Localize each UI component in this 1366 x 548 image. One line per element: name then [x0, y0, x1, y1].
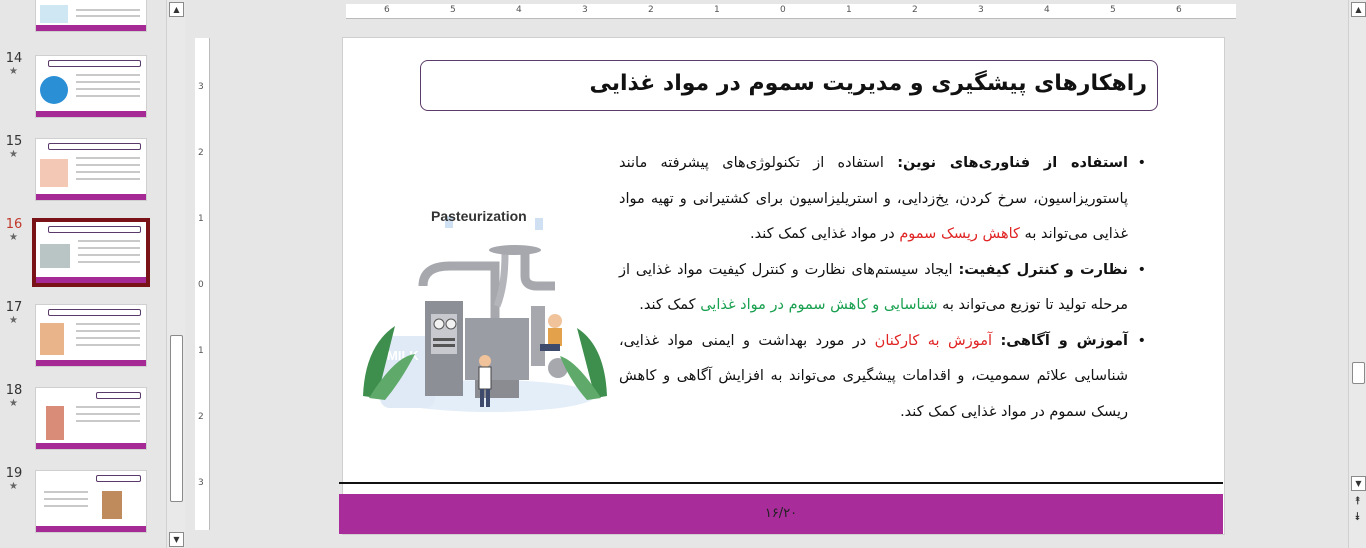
bullet-lead: استفاده از فناوری‌های نوین:	[897, 155, 1128, 171]
ruler-label: 3	[198, 478, 204, 488]
ruler-label: 2	[912, 5, 918, 15]
slide-canvas[interactable]	[342, 37, 1225, 535]
thumbnail-scrollbar[interactable]	[166, 0, 185, 548]
title-placeholder[interactable]	[420, 60, 1158, 111]
thumbnail-title-box	[48, 226, 141, 233]
scrollbar-thumb[interactable]	[1352, 362, 1365, 384]
thumbnail-text-line	[76, 74, 140, 76]
bullet-item	[619, 146, 1128, 253]
pasteurization-illustration	[355, 206, 617, 416]
ruler-label: 1	[846, 5, 852, 15]
ruler-label: 0	[198, 280, 204, 290]
thumbnail-title-box	[48, 143, 141, 150]
thumbnail-text-line	[76, 15, 140, 17]
thumbnail-text-line	[44, 505, 88, 507]
bullet-item	[619, 324, 1128, 431]
slide-number: 16	[5, 217, 23, 232]
thumbnail-text-line	[76, 95, 140, 97]
ruler-label: 5	[450, 5, 456, 15]
scroll-up-button[interactable]: ▲	[169, 2, 184, 17]
ruler-label: 3	[582, 5, 588, 15]
footer-divider	[339, 482, 1223, 484]
thumbnail-title-box	[96, 392, 141, 399]
thumbnail-title-box	[48, 60, 141, 67]
ruler-label: 4	[1044, 5, 1050, 15]
animation-star-icon: ★	[9, 481, 18, 492]
bullet-item	[619, 253, 1128, 324]
thumbnail-text-line	[76, 164, 140, 166]
thumbnail-text-line	[76, 9, 140, 11]
ruler-label: 0	[780, 5, 786, 15]
thumbnail-image	[40, 323, 64, 355]
thumbnail-image	[40, 5, 68, 23]
ruler-label: 1	[714, 5, 720, 15]
slide-number: 17	[5, 300, 23, 315]
ruler-label: 6	[1176, 5, 1182, 15]
thumbnail-footer-bar	[36, 194, 146, 200]
animation-star-icon: ★	[9, 149, 18, 160]
animation-star-icon: ★	[9, 398, 18, 409]
animation-star-icon: ★	[9, 66, 18, 77]
animation-star-icon: ★	[9, 315, 18, 326]
slide-thumbnail-19[interactable]	[35, 470, 147, 533]
thumbnail-text-line	[44, 491, 88, 493]
ruler-label: 2	[198, 148, 204, 158]
bullet-highlight: آموزش به کارکنان	[874, 332, 993, 349]
bullet-lead: آموزش و آگاهی:	[1000, 332, 1129, 349]
thumbnail-text-line	[76, 88, 140, 90]
slide-number: 18	[5, 383, 23, 398]
thumbnail-image	[102, 491, 122, 519]
slide-title: راهکارهای پیشگیری و مدیریت سموم در مواد غذایی	[589, 71, 1147, 96]
ruler-label: 2	[198, 412, 204, 422]
ruler-label: 1	[198, 214, 204, 224]
thumbnail-text-line	[44, 498, 88, 500]
thumbnail-footer-bar	[36, 526, 146, 532]
thumbnail-footer-bar	[36, 111, 146, 117]
bullet-highlight: کاهش ریسک سموم	[899, 226, 1020, 242]
thumbnail-text-line	[78, 254, 140, 256]
thumbnail-text-line	[78, 261, 140, 263]
thumbnail-title-box	[96, 475, 141, 482]
bullet-list	[619, 146, 1146, 430]
slide-thumbnail-16[interactable]	[35, 221, 147, 284]
illustration-heading: Pasteurization	[431, 208, 527, 224]
thumbnail-image	[40, 244, 70, 268]
thumbnail-text-line	[76, 413, 140, 415]
thumbnail-image	[46, 406, 64, 440]
thumbnail-text-line	[76, 337, 140, 339]
thumbnail-text-line	[76, 330, 140, 332]
thumbnail-footer-bar	[36, 443, 146, 449]
scrollbar-thumb[interactable]	[170, 335, 183, 502]
slide-thumbnail-pane	[0, 0, 166, 548]
thumbnail-image	[40, 76, 68, 104]
thumbnail-text-line	[76, 157, 140, 159]
thumbnail-text-line	[76, 81, 140, 83]
slide-thumbnail-18[interactable]	[35, 387, 147, 450]
scroll-down-button[interactable]: ▼	[1351, 476, 1366, 491]
thumbnail-image	[40, 159, 68, 187]
thumbnail-text-line	[76, 406, 140, 408]
slide-number: 14	[5, 51, 23, 66]
scroll-down-button[interactable]: ▼	[169, 532, 184, 547]
next-slide-button[interactable]: ⯯	[1354, 510, 1361, 523]
slide-thumbnail-15[interactable]	[35, 138, 147, 201]
horizontal-ruler	[346, 4, 1236, 19]
ruler-label: 3	[198, 82, 204, 92]
thumbnail-title-box	[48, 309, 141, 316]
page-number: ۱۶/۲۰	[764, 506, 798, 521]
thumbnail-footer-bar	[36, 25, 146, 31]
milk-tank-label: MILK	[387, 348, 419, 363]
scroll-up-button[interactable]: ▲	[1351, 2, 1366, 17]
bullet-text: کمک کند.	[639, 297, 701, 313]
slide-thumbnail-13[interactable]	[35, 0, 147, 32]
ruler-label: 2	[648, 5, 654, 15]
vertical-ruler	[195, 38, 210, 530]
content-placeholder[interactable]	[619, 146, 1146, 430]
thumbnail-footer-bar	[36, 360, 146, 366]
editor-scrollbar[interactable]	[1348, 0, 1366, 548]
thumbnail-text-line	[78, 247, 140, 249]
bullet-lead: نظارت و کنترل کیفیت:	[958, 261, 1128, 278]
slide-number: 15	[5, 134, 23, 149]
ruler-label: 1	[198, 346, 204, 356]
ruler-label: 3	[978, 5, 984, 15]
thumbnail-text-line	[76, 171, 140, 173]
thumbnail-text-line	[76, 420, 140, 422]
ruler-label: 6	[384, 5, 390, 15]
ruler-label: 5	[1110, 5, 1116, 15]
bullet-text: ایجاد سیستم‌های نظارت و کنترل کیفیت مواد غذایی از مرحله تولید تا توزیع می‌تواند به	[619, 261, 1128, 313]
previous-slide-button[interactable]: ⯭	[1354, 494, 1361, 507]
thumbnail-text-line	[78, 240, 140, 242]
thumbnail-text-line	[76, 344, 140, 346]
thumbnail-text-line	[76, 323, 140, 325]
bullet-text: در مورد بهداشت و ایمنی مواد غذایی، شناسایی علائم سمومیت، و اقدامات پیشگیری می‌تواند به افزایش آگاهی و کاهش ریسک سموم در مواد غذایی کمک کند.	[619, 332, 1128, 420]
bullet-text: استفاده از تکنولوژی‌های پیشرفته مانند پاستوریزاسیون، سرخ کردن، یخ‌زدایی، و استریلیزاسیون برای کشتیرانی و تهیه مواد غذایی می‌تواند به	[619, 155, 1128, 242]
bullet-text: در مواد غذایی کمک کند.	[749, 226, 900, 242]
ruler-label: 4	[516, 5, 522, 15]
footer-bar	[339, 494, 1223, 534]
slide-thumbnail-14[interactable]	[35, 55, 147, 118]
bullet-highlight: شناسایی و کاهش سموم در مواد غذایی	[700, 297, 938, 313]
slide-thumbnail-17[interactable]	[35, 304, 147, 367]
animation-star-icon: ★	[9, 232, 18, 243]
thumbnail-footer-bar	[36, 277, 146, 283]
slide-number: 19	[5, 466, 23, 481]
thumbnail-text-line	[76, 178, 140, 180]
slide-editor	[186, 0, 1346, 548]
